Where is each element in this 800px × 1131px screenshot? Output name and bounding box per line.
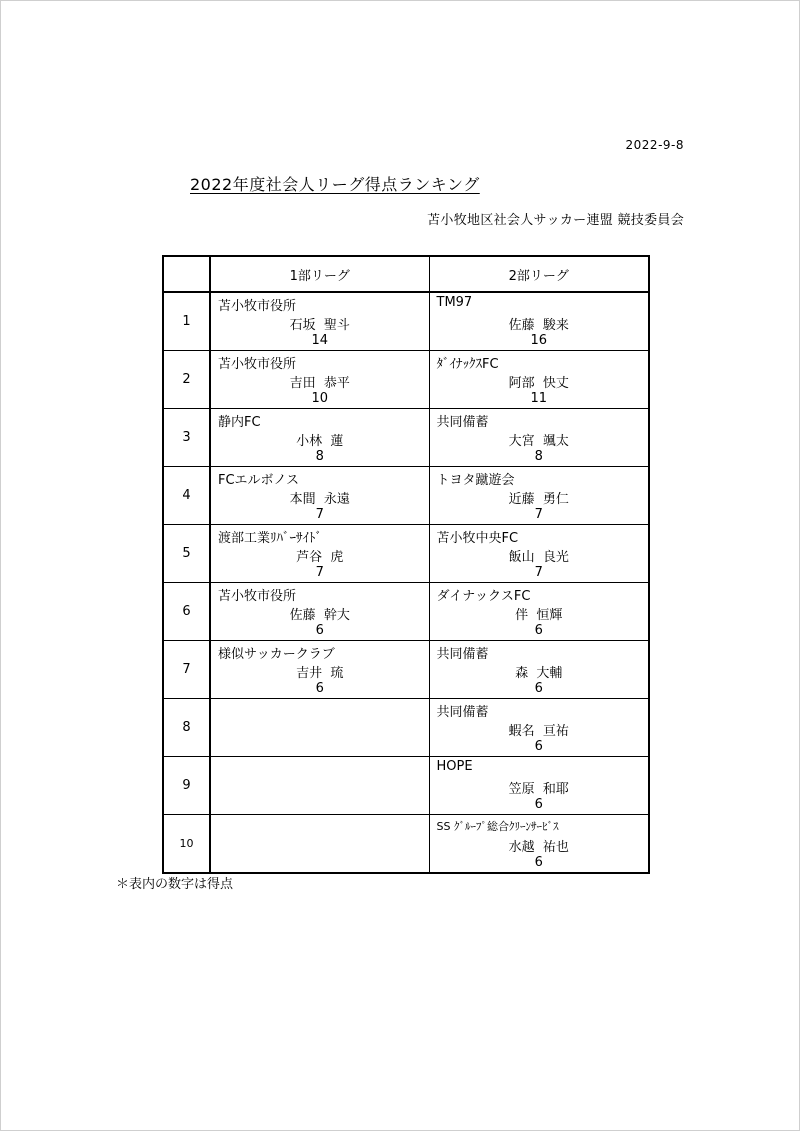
- goal-count: 14: [311, 333, 329, 348]
- league2-entry: [429, 409, 649, 467]
- player-name: 小林 蓮: [296, 434, 344, 449]
- league2-entry: [429, 757, 649, 815]
- goal-count: 6: [534, 739, 543, 754]
- table-row: [163, 815, 649, 874]
- rank-number: 5: [163, 525, 210, 583]
- player-name: 近藤 勇仁: [508, 492, 569, 507]
- team-name: 苫小牧市役所: [218, 357, 297, 372]
- goal-count: 7: [534, 507, 543, 522]
- table-row: [163, 409, 649, 467]
- rank-number: 1: [163, 292, 210, 351]
- league1-entry: [210, 351, 429, 409]
- team-name: 静内FC: [218, 415, 261, 430]
- league2-entry: [429, 641, 649, 699]
- table-row: [163, 699, 649, 757]
- team-name: FCエルボノス: [218, 473, 300, 488]
- goal-count: 6: [534, 623, 543, 638]
- league1-entry: [210, 699, 429, 757]
- player-name: 佐藤 駿来: [508, 318, 569, 333]
- team-name: 苫小牧中央FC: [436, 531, 519, 546]
- league1-column-header: 1部リーグ: [210, 256, 429, 292]
- organization-name: 苫小牧地区社会人サッカー連盟 競技委員会: [427, 213, 684, 228]
- team-name: 渡部工業ﾘﾊﾞｰｻｲﾄﾞ: [218, 531, 323, 546]
- team-name: 共同備蓄: [436, 705, 489, 720]
- document-title: 2022年度社会人リーグ得点ランキング: [190, 175, 480, 194]
- league2-entry: [429, 699, 649, 757]
- league2-column-header: 2部リーグ: [429, 256, 649, 292]
- player-name: 吉井 琉: [296, 666, 344, 681]
- player-name: 吉田 恭平: [289, 376, 350, 391]
- player-name: 阿部 快丈: [508, 376, 569, 391]
- league2-entry: [429, 525, 649, 583]
- team-name: ダイナックスFC: [436, 589, 531, 604]
- table-row: [163, 525, 649, 583]
- rank-number: 10: [163, 815, 210, 874]
- goal-count: 8: [534, 449, 543, 464]
- rank-number: 4: [163, 467, 210, 525]
- league2-entry: [429, 351, 649, 409]
- league2-entry: [429, 292, 649, 351]
- team-name: SS ｸﾞﾙｰﾌﾟ総合ｸﾘｰﾝｻｰﾋﾞｽ: [436, 820, 559, 833]
- player-name: 笠原 和耶: [508, 782, 569, 797]
- goal-count: 6: [315, 681, 324, 696]
- player-name: 森 大輔: [515, 666, 563, 681]
- league2-entry: [429, 815, 649, 874]
- team-name: 共同備蓄: [436, 415, 489, 430]
- table-row: [163, 641, 649, 699]
- team-name: 苫小牧市役所: [218, 299, 297, 314]
- goal-count: 10: [311, 391, 329, 406]
- league1-entry: [210, 641, 429, 699]
- team-name: HOPE: [436, 759, 473, 774]
- player-name: 佐藤 幹大: [289, 608, 350, 623]
- rank-number: 3: [163, 409, 210, 467]
- player-name: 蝦名 亘祐: [508, 724, 569, 739]
- document-date: 2022-9-8: [625, 138, 684, 152]
- rank-number: 2: [163, 351, 210, 409]
- goal-count: 6: [534, 797, 543, 812]
- goal-count: 11: [530, 391, 548, 406]
- goal-count: 6: [315, 623, 324, 638]
- team-name: ﾀﾞｲﾅｯｸｽFC: [436, 357, 499, 372]
- team-name: TM97: [436, 295, 473, 310]
- team-name: 共同備蓄: [436, 647, 489, 662]
- rank-number: 6: [163, 583, 210, 641]
- player-name: 石坂 聖斗: [289, 318, 350, 333]
- player-name: 芦谷 虎: [296, 550, 344, 565]
- team-name: 苫小牧市役所: [218, 589, 297, 604]
- league1-entry: [210, 292, 429, 351]
- league1-entry: [210, 757, 429, 815]
- footnote: ＊表内の数字は得点: [116, 877, 234, 892]
- table-row: [163, 292, 649, 351]
- player-name: 飯山 良光: [508, 550, 569, 565]
- goal-count: 6: [534, 681, 543, 696]
- league1-entry: [210, 467, 429, 525]
- scoring-ranking-table: [162, 255, 650, 874]
- goal-count: 16: [530, 333, 548, 348]
- player-name: 本間 永遠: [289, 492, 350, 507]
- goal-count: 8: [315, 449, 324, 464]
- rank-number: 7: [163, 641, 210, 699]
- table-row: [163, 583, 649, 641]
- player-name: 大宮 颯太: [508, 434, 569, 449]
- goal-count: 6: [534, 855, 543, 870]
- table-row: [163, 757, 649, 815]
- rank-number: 9: [163, 757, 210, 815]
- team-name: 様似サッカークラブ: [218, 647, 335, 662]
- team-name: トヨタ蹴遊会: [436, 473, 515, 488]
- goal-count: 7: [315, 507, 324, 522]
- rank-column-header: [163, 256, 210, 292]
- league1-entry: [210, 525, 429, 583]
- goal-count: 7: [315, 565, 324, 580]
- player-name: 水越 祐也: [508, 840, 569, 855]
- rank-number: 8: [163, 699, 210, 757]
- league1-entry: [210, 409, 429, 467]
- league2-entry: [429, 467, 649, 525]
- table-row: [163, 467, 649, 525]
- league2-entry: [429, 583, 649, 641]
- table-header-row: [163, 256, 649, 292]
- league1-entry: [210, 815, 429, 874]
- league1-entry: [210, 583, 429, 641]
- player-name: 伴 恒輝: [515, 608, 563, 623]
- table-row: [163, 351, 649, 409]
- goal-count: 7: [534, 565, 543, 580]
